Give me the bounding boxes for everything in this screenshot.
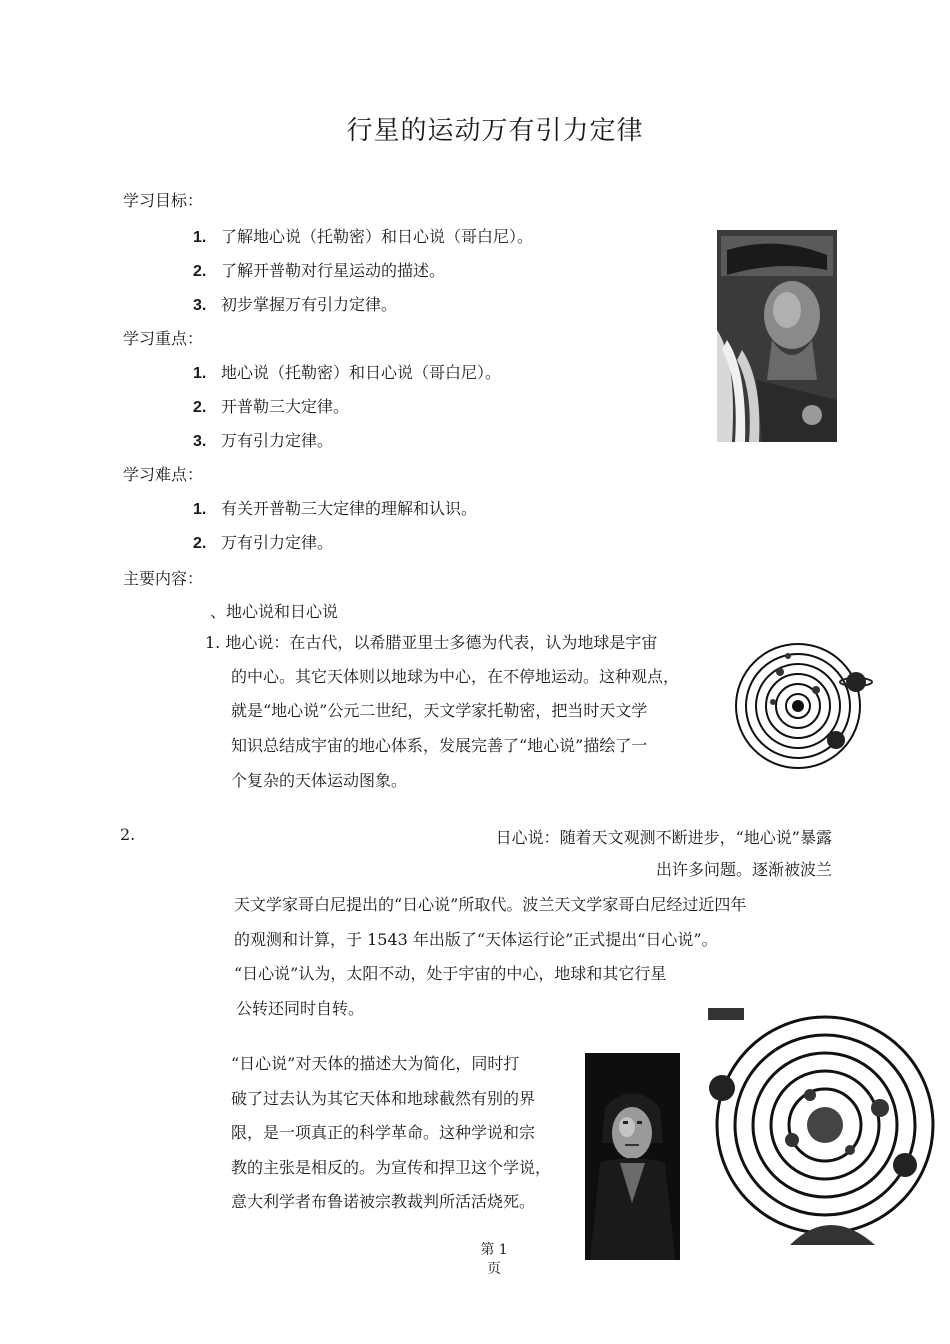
geo-line: 就是“地心说”公元二世纪，天文学家托勒密，把当时天文学: [231, 701, 648, 720]
content-heading: 主要内容：: [123, 569, 204, 588]
focus-item: 3. 万有引力定律。: [193, 431, 334, 450]
ptolemy-portrait-image: [717, 230, 837, 442]
focus-item: 2. 开普勒三大定律。: [193, 397, 350, 416]
goal-item: 1. 了解地心说（托勒密）和日心说（哥白尼）。: [193, 227, 534, 246]
revolution-line: “日心说”对天体的描述大为简化，同时打: [231, 1054, 520, 1073]
heliocentric-diagram-image: [700, 1000, 935, 1245]
goals-heading: 学习目标：: [123, 191, 204, 210]
page-number-label: 第 1: [480, 1242, 508, 1258]
goal-item: 2. 了解开普勒对行星运动的描述。: [193, 261, 446, 280]
geo-line: 个复杂的天体运动图象。: [231, 771, 408, 790]
difficulty-item: 1. 有关开普勒三大定律的理解和认识。: [193, 499, 478, 518]
section-subheading: 、地心说和日心说: [210, 602, 339, 621]
helio-number: 2.: [120, 825, 136, 844]
revolution-line: 限，是一项真正的科学革命。这种学说和宗: [231, 1123, 536, 1142]
revolution-line: 教的主张是相反的。为宣传和捍卫这个学说，: [231, 1158, 552, 1177]
helio-line: 出许多问题。逐渐被波兰: [655, 860, 832, 879]
helio-line: 公转还同时自转。: [236, 999, 365, 1018]
geocentric-diagram-image: [728, 632, 878, 772]
geo-line: 1. 地心说：在古代，以希腊亚里士多德为代表，认为地球是宇宙: [205, 633, 658, 652]
focus-heading: 学习重点：: [123, 329, 204, 348]
difficulty-item: 2. 万有引力定律。: [193, 533, 334, 552]
geo-line: 知识总结成宇宙的地心体系，发展完善了“地心说”描绘了一: [231, 736, 648, 755]
focus-item: 1. 地心说（托勒密）和日心说（哥白尼）。: [193, 363, 502, 382]
helio-line: “日心说”认为，太阳不动，处于宇宙的中心，地球和其它行星: [234, 964, 667, 983]
page-title: 行星的运动万有引力定律: [346, 116, 644, 146]
goal-item: 3. 初步掌握万有引力定律。: [193, 295, 398, 314]
helio-line: 日心说：随着天文观测不断进步，“地心说”暴露: [495, 828, 832, 847]
revolution-line: 破了过去认为其它天体和地球截然有别的界: [231, 1089, 536, 1108]
revolution-line: 意大利学者布鲁诺被宗教裁判所活活烧死。: [231, 1192, 536, 1211]
helio-line: 天文学家哥白尼提出的“日心说”所取代。波兰天文学家哥白尼经过近四年: [234, 895, 747, 914]
copernicus-portrait-image: [585, 1053, 680, 1260]
page-number-unit: 页: [487, 1261, 501, 1277]
helio-line: 的观测和计算，于 1543 年出版了“天体运行论”正式提出“日心说”。: [234, 930, 718, 949]
difficulty-heading: 学习难点：: [123, 465, 204, 484]
geo-line: 的中心。其它天体则以地球为中心，在不停地运动。这种观点，: [231, 667, 680, 686]
